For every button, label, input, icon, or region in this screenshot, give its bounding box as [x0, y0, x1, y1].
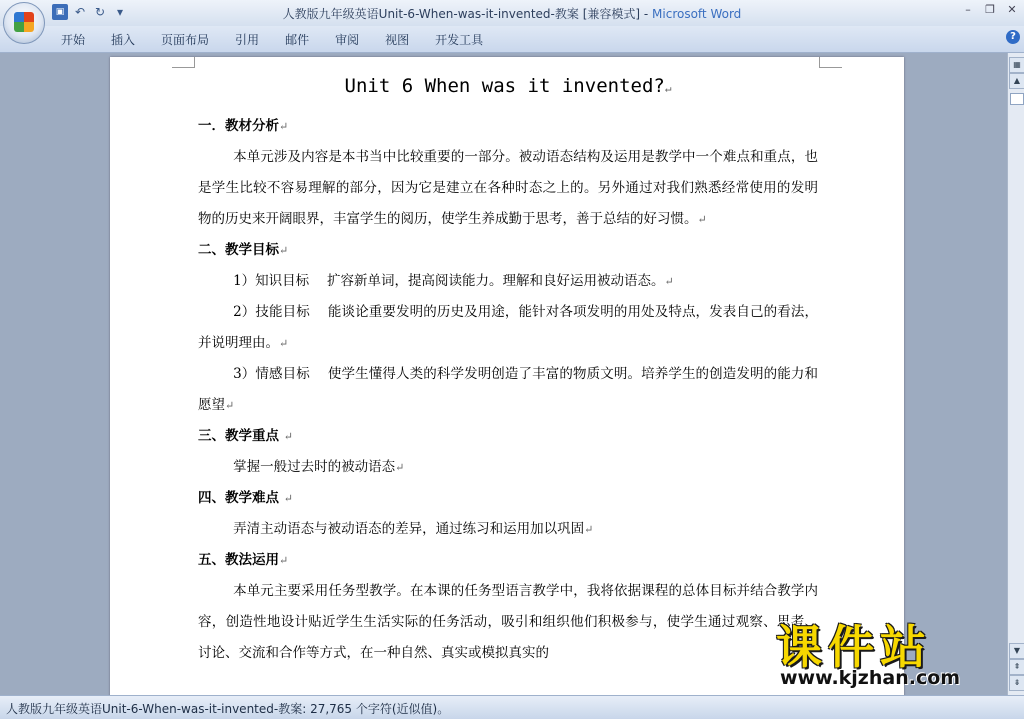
redo-icon[interactable]: ↻ [94, 5, 106, 19]
close-icon[interactable]: ✕ [1007, 3, 1017, 16]
help-icon[interactable]: ? [1006, 30, 1020, 44]
next-page-icon[interactable]: ⇟ [1009, 675, 1024, 691]
office-logo-icon [14, 12, 34, 32]
scroll-down-icon[interactable]: ▼ [1009, 643, 1024, 659]
section-heading: 五、教法运用↵ [198, 552, 289, 568]
tab-references[interactable]: 引用 [235, 33, 260, 47]
status-text: 人教版九年级英语Unit-6-When-was-it-invented-教案: 27,765 个字符(近似值)。 [6, 702, 450, 716]
paragraph: 弄清主动语态与被动语态的差异，通过练习和运用加以巩固↵ [233, 521, 594, 537]
section-heading: 二、教学目标↵ [198, 242, 289, 258]
restore-icon[interactable]: ❐ [985, 3, 995, 16]
watermark-logo [776, 611, 1006, 693]
paragraph: 掌握一般过去时的被动语态↵ [233, 459, 405, 475]
previous-page-icon[interactable]: ⇞ [1009, 659, 1024, 675]
tab-page-layout[interactable]: 页面布局 [161, 33, 210, 47]
ribbon-tabs [48, 31, 496, 49]
margin-corner-mark [172, 57, 195, 68]
document-workspace [0, 53, 1008, 695]
tab-insert[interactable]: 插入 [111, 33, 136, 47]
window-title [0, 5, 1024, 22]
paragraph: 2）技能目标 能谈论重要发明的历史及用途，能针对各项发明的用处及特点，发表自己的看法，并说明理由。↵ [198, 304, 818, 351]
document-body[interactable] [198, 71, 818, 669]
app-name: Microsoft Word [652, 7, 742, 21]
section-heading: 三、教学重点 ↵ [198, 428, 293, 444]
section-heading: 一．教材分析↵ [198, 118, 289, 134]
paragraph: 1）知识目标 扩容新单词，提高阅读能力。理解和良好运用被动语态。↵ [233, 273, 674, 289]
paragraph: 本单元涉及内容是本书当中比较重要的一部分。被动语态结构及运用是教学中一个难点和重点，也是学生比较不容易理解的部分，因为它是建立在各种时态之上的。另外通过对我们熟悉经常使用的发明物的历史来开阔眼界，丰富学生的阅历，使学生养成勤于思考，善于总结的好习惯。↵ [198, 149, 818, 227]
customize-qat-icon[interactable]: ▾ [116, 5, 124, 19]
title-bar [0, 0, 1024, 26]
watermark-brand: 课件站 [776, 620, 932, 674]
tab-mailings[interactable]: 邮件 [285, 33, 310, 47]
tab-developer[interactable]: 开发工具 [435, 33, 484, 47]
tab-view[interactable]: 视图 [385, 33, 410, 47]
margin-corner-mark [819, 57, 842, 68]
undo-icon[interactable]: ↶ [74, 5, 86, 19]
window-controls [958, 2, 1022, 18]
section-heading: 四、教学难点 ↵ [198, 490, 293, 506]
save-icon[interactable]: ▣ [52, 4, 68, 20]
tab-review[interactable]: 审阅 [335, 33, 360, 47]
tab-home[interactable]: 开始 [61, 33, 86, 47]
ribbon [0, 26, 1024, 53]
document-page[interactable] [110, 57, 904, 695]
paragraph: 本单元主要采用任务型教学。在本课的任务型语言教学中，我将依据课程的总体目标并结合教学内容，创造性地设计贴近学生生活实际的任务活动，吸引和组织他们积极参与，使学生通过观察、思考、讨论、交流和合作等方式，在一种自然、真实或模拟真实的 [198, 583, 818, 661]
vertical-scrollbar[interactable] [1007, 53, 1024, 695]
scroll-thumb[interactable] [1010, 93, 1024, 105]
scroll-up-icon[interactable]: ▲ [1009, 73, 1024, 89]
paragraph: 3）情感目标 使学生懂得人类的科学发明创造了丰富的物质文明。培养学生的创造发明的能力和愿望↵ [198, 366, 818, 413]
document-title: 人教版九年级英语Unit-6-When-was-it-invented-教案 [兼容模式] - [282, 7, 653, 21]
office-button[interactable] [3, 2, 45, 44]
document-heading: Unit 6 When was it invented?↵ [344, 75, 672, 97]
ruler-toggle-icon[interactable]: ▦ [1009, 57, 1024, 73]
minimize-icon[interactable]: – [965, 3, 971, 16]
status-bar [0, 695, 1024, 719]
watermark-url: www.kjzhan.com [780, 667, 961, 689]
